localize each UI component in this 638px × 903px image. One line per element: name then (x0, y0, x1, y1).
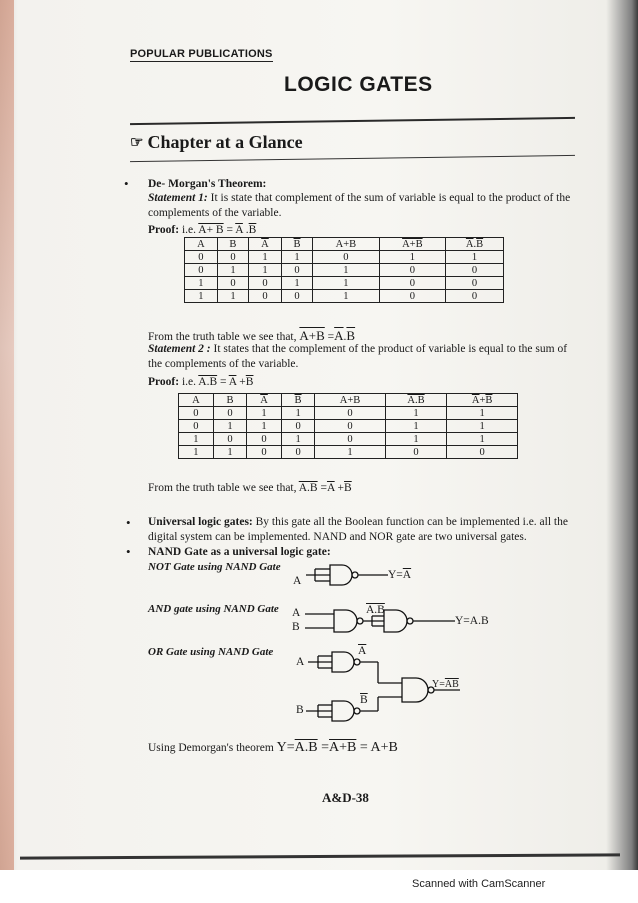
conclusion1-dot: . (343, 331, 347, 343)
table-cell: 1 (179, 446, 214, 459)
table-cell: 1 (247, 407, 282, 420)
table-cell: 0 (385, 446, 446, 459)
table-header-cell: $\overline{A}$ (249, 238, 282, 251)
table-header-cell: A+B (379, 238, 445, 251)
table-header-cell: A+B (313, 238, 379, 251)
table-header-cell: $\overline{A}+\overline{B}$ (447, 394, 518, 407)
conclusion2-a: $\overline{A}$ (326, 482, 335, 494)
table-cell: 0 (179, 407, 214, 420)
or-input-a: A (296, 656, 305, 668)
and-input-a: A (292, 607, 301, 619)
demorgan-usage (148, 740, 398, 756)
table-cell: 1 (213, 420, 246, 433)
table-cell: 1 (379, 251, 445, 264)
table-cell: 0 (315, 407, 386, 420)
table-cell: 1 (217, 264, 248, 277)
table-cell: 1 (281, 277, 312, 290)
table-cell: 0 (249, 277, 282, 290)
bullet-icon: • (124, 176, 129, 191)
proof1-lhs: A+ B (198, 224, 224, 236)
table-cell: 0 (247, 433, 282, 446)
or-output-y: Y= (432, 679, 445, 690)
not-input-a: A (293, 575, 302, 587)
table-header-cell: B (213, 394, 246, 407)
proof2-label: Proof: (148, 376, 180, 388)
table-header-cell: $\overline{A}$ (247, 394, 282, 407)
table-cell: 1 (446, 251, 504, 264)
table-cell: 1 (313, 277, 379, 290)
table-cell: 0 (379, 277, 445, 290)
table-cell: 1 (247, 420, 282, 433)
nand-gate-or-a (308, 652, 402, 683)
table-cell: 0 (281, 420, 314, 433)
table-cell: 0 (281, 290, 312, 303)
and-input-b: B (292, 621, 300, 633)
bullet-icon: • (126, 515, 131, 530)
conclusion2-b: $\overline{B}$ (344, 482, 352, 494)
table-cell: 1 (217, 290, 248, 303)
demorgan-usage-y: Y= (276, 740, 295, 755)
table-cell: 1 (281, 433, 314, 446)
table-cell: 0 (315, 420, 386, 433)
conclusion2-text: From the truth table we see that, (148, 482, 299, 494)
table-cell: 0 (446, 277, 504, 290)
statement2-line2: the complements of the variable. (148, 358, 299, 370)
and-intermediate: A.B (366, 604, 385, 616)
conclusion2-lhs: A.B (298, 482, 318, 494)
and-gate-label: AND gate using NAND Gate (148, 603, 279, 615)
table-cell: 0 (315, 433, 386, 446)
scanner-watermark: Scanned with CamScanner (412, 878, 546, 890)
not-output-abar: $\overline{A}$ (402, 569, 412, 581)
section-heading-text: Chapter at a Glance (147, 132, 303, 152)
demorgan-heading: De- Morgan's Theorem: (148, 178, 267, 190)
table-header-cell: A (179, 394, 214, 407)
table-cell: 0 (313, 251, 379, 264)
table-cell: 1 (185, 290, 218, 303)
proof1-label: Proof: (148, 224, 180, 236)
proof1-eq: = (223, 224, 236, 236)
table-cell: 1 (447, 407, 518, 420)
statement1-label: Statement 1: (148, 192, 208, 204)
table-cell: 1 (281, 407, 314, 420)
table-cell: 1 (447, 433, 518, 446)
proof1-b: $\overline{B}$ (248, 224, 257, 236)
table-cell: 1 (313, 264, 379, 277)
demorgan-usage-text: Using Demorgan's theorem (148, 742, 277, 754)
table-header-cell: A.B (385, 394, 446, 407)
proof1-dot: . (242, 224, 249, 236)
table-cell: 0 (185, 251, 218, 264)
proof2-plus: + (236, 376, 246, 388)
statement1-line2: complements of the variable. (148, 207, 282, 219)
chapter-title: LOGIC GATES (284, 73, 433, 96)
proof2-b: $\overline{B}$ (245, 376, 254, 388)
or-gate-label: OR Gate using NAND Gate (148, 646, 274, 658)
conclusion1-text: From the truth table we see that, (148, 331, 300, 343)
table-header-cell: B (217, 238, 248, 251)
pointing-hand-icon: ☞ (130, 135, 144, 151)
nand-gate-or-b (306, 697, 402, 721)
table-header-cell: $\overline{A}.\overline{B}$ (446, 238, 504, 251)
proof2-eq: = (217, 376, 229, 388)
publisher-name: POPULAR PUBLICATIONS (130, 48, 273, 60)
table-cell: 0 (447, 446, 518, 459)
demorgan-usage-term2: A+B (329, 740, 357, 755)
bullet-icon: • (126, 544, 131, 559)
and-output: Y=A.B (455, 615, 489, 627)
or-output-expr: $\overline{AB}$ (444, 679, 459, 690)
statement2-label: Statement 2 : (148, 343, 211, 355)
page-number: A&D-38 (322, 790, 369, 805)
universal-heading: Universal logic gates: (148, 516, 253, 528)
or-mid-abar: $\overline{A}$ (358, 645, 367, 657)
not-output-y: Y= (388, 569, 403, 581)
conclusion1-eq: = (324, 331, 335, 343)
table-cell: 1 (315, 446, 386, 459)
demorgan-usage-term3: = A+B (356, 740, 398, 755)
table-cell: 0 (379, 290, 445, 303)
proof2-ie: i.e. (179, 376, 199, 388)
table-cell: 1 (249, 251, 282, 264)
statement2-text: It states that the complement of the product of variable is equal to the sum of (210, 343, 568, 355)
not-gate-label: NOT Gate using NAND Gate (148, 561, 281, 573)
table-cell: 0 (281, 446, 314, 459)
universal-line2: digital system can be implemented. NAND and NOR gate are two universal gates. (148, 531, 527, 543)
demorgan-usage-eq1: = (317, 740, 330, 755)
table-header-cell: A+B (315, 394, 386, 407)
table-cell: 0 (379, 264, 445, 277)
table-cell: 0 (185, 264, 218, 277)
conclusion2-plus: + (334, 482, 345, 494)
nand-gate-and-2 (384, 610, 455, 632)
table-cell: 0 (217, 251, 248, 264)
table-cell: 1 (281, 251, 312, 264)
conclusion1-lhs: A+B (299, 328, 325, 343)
or-output (432, 679, 459, 690)
table-cell: 1 (385, 407, 446, 420)
proof2-lhs: A.B (198, 376, 218, 388)
table-cell: 1 (385, 433, 446, 446)
table-cell: 1 (249, 264, 282, 277)
table-cell: 1 (447, 420, 518, 433)
conclusion1-b: $\overline{B}$ (346, 328, 356, 343)
not-output (388, 569, 411, 581)
conclusion1-a: $\overline{A}$ (334, 328, 344, 343)
or-input-b: B (296, 704, 304, 716)
proof1-a: $\overline{A}$ (235, 224, 243, 236)
table-cell: 0 (213, 407, 246, 420)
or-mid-bbar: $\overline{B}$ (360, 694, 368, 706)
proof1-ie: i.e. (179, 224, 199, 236)
nand-heading: NAND Gate as a universal logic gate: (148, 546, 331, 558)
table-cell: 1 (313, 290, 379, 303)
table-cell: 0 (281, 264, 312, 277)
table-cell: 1 (213, 446, 246, 459)
table-header-cell: $\overline{B}$ (281, 238, 312, 251)
table-cell: 0 (446, 264, 504, 277)
table-cell: 1 (185, 277, 218, 290)
table-cell: 0 (249, 290, 282, 303)
table-cell: 0 (213, 433, 246, 446)
table-header-cell: A (185, 238, 218, 251)
demorgan-usage-term1: A.B (294, 740, 318, 755)
proof2-a: $\overline{A}$ (228, 376, 237, 388)
table-cell: 1 (385, 420, 446, 433)
table-cell: 1 (179, 433, 214, 446)
table-cell: 0 (446, 290, 504, 303)
table-cell: 0 (217, 277, 248, 290)
universal-line1: By this gate all the Boolean function can be implemented i.e. all the (252, 516, 568, 528)
table-cell: 0 (179, 420, 214, 433)
table-cell: 0 (247, 446, 282, 459)
nand-gate-not (306, 565, 388, 585)
statement1-text: It is state that complement of the sum of variable is equal to the product of the (207, 192, 571, 204)
table-header-cell: $\overline{B}$ (281, 394, 314, 407)
conclusion2-eq: = (317, 482, 327, 494)
